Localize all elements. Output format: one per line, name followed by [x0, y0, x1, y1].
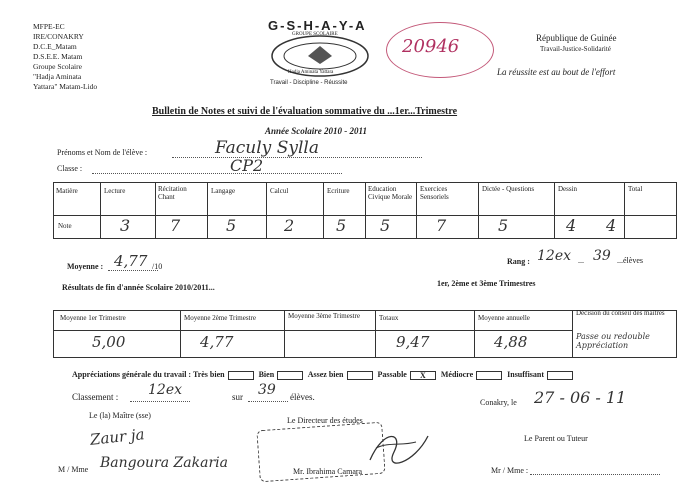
- moyenne-dotline: [108, 270, 158, 271]
- results-header: Totaux: [379, 314, 399, 322]
- student-name: Faculy Sylla: [215, 138, 319, 158]
- appreciation-option: Bien: [258, 370, 275, 379]
- logo-title: G-S-H-A-Y-A: [268, 18, 367, 33]
- logo-ring-text-2: Hadja Aminata Yattara: [288, 70, 334, 75]
- moyenne-unit: /10: [152, 262, 163, 271]
- director-signature-icon: [364, 424, 434, 470]
- class-label: Classe :: [57, 164, 83, 173]
- header-left-line: Yattara" Matam-Lido: [33, 82, 98, 91]
- school-year: Année Scolaire 2010 - 2011: [265, 126, 368, 136]
- logo-ring-text: GROUPE SCOLAIRE: [292, 32, 338, 37]
- moyenne-value: 4,77: [114, 252, 148, 270]
- parent-label: Le Parent ou Tuteur: [524, 434, 588, 443]
- rang-value: 12ex: [537, 248, 571, 264]
- checkbox-tres-bien[interactable]: [228, 371, 254, 380]
- note-value: 5: [226, 216, 237, 235]
- subject-header: Dessin: [558, 185, 578, 193]
- results-header: Décision du conseil des maîtres: [576, 309, 665, 317]
- classement-dotline: [130, 401, 190, 402]
- checkmark: X: [419, 370, 426, 380]
- classement-sur: sur: [232, 392, 243, 402]
- director-name: Mr. Ibrahima Camara: [293, 467, 363, 476]
- results-col-line: [284, 310, 285, 358]
- subject-header: Lecture: [104, 187, 126, 195]
- rang-total: 39: [593, 248, 611, 264]
- subject-header: Langage: [211, 187, 236, 195]
- results-value: 9,47: [396, 333, 430, 351]
- subject-header: Exercices Sensoriels: [420, 185, 449, 201]
- grades-col-line: [478, 182, 479, 239]
- note-value: 5: [336, 216, 347, 235]
- subject-header: Education Civique Morale: [368, 185, 413, 201]
- grades-col-line: [100, 182, 101, 239]
- stamp-number: 20946: [402, 36, 460, 57]
- note-value: 7: [170, 216, 181, 235]
- results-table-divider: [53, 330, 573, 331]
- results-decision: Passe ou redouble Appréciation: [576, 332, 650, 350]
- parent-dotline: [530, 474, 660, 475]
- note-value: 5: [380, 216, 391, 235]
- checkbox-passable[interactable]: [410, 371, 436, 380]
- grades-col-line: [323, 182, 324, 239]
- place-label: Conakry, le: [480, 398, 517, 407]
- results-value: 4,77: [200, 333, 234, 351]
- classement-unit: élèves.: [290, 392, 315, 402]
- moyenne-label: Moyenne :: [67, 262, 104, 271]
- note-value: 3: [120, 216, 131, 235]
- results-col-line: [375, 310, 376, 358]
- teacher-name-label: M / Mme: [58, 465, 89, 474]
- checkbox-assez-bien[interactable]: [347, 371, 373, 380]
- note-value: 4: [566, 216, 577, 235]
- classement-value: 12ex: [148, 382, 182, 398]
- grades-col-line: [416, 182, 417, 239]
- note-value: 2: [284, 216, 295, 235]
- results-value: 4,88: [494, 333, 528, 351]
- note-label: Note: [58, 222, 72, 230]
- logo-emblem-icon: [268, 32, 372, 84]
- appreciation-label: Appréciations générale du travail : Très bien: [72, 370, 225, 379]
- results-label: Résultats de fin d'année Scolaire 2010/2011...: [62, 283, 215, 292]
- results-header: Moyenne 3ème Trimestre: [288, 312, 360, 320]
- header-left-line: D.S.E.E. Matam: [33, 52, 83, 61]
- note-value: 5: [498, 216, 509, 235]
- date-value: 27 - 06 - 11: [534, 388, 627, 407]
- appreciation-option: Insuffisant: [507, 370, 545, 379]
- checkbox-bien[interactable]: [277, 371, 303, 380]
- results-header: Moyenne 1er Trimestre: [60, 314, 126, 322]
- teacher-label: Le (la) Maître (sse): [89, 411, 151, 420]
- appreciation-row: [72, 370, 576, 380]
- class-dotline: [92, 173, 342, 174]
- teacher-name: Bangoura Zakaria: [100, 455, 228, 471]
- results-col-line: [180, 310, 181, 358]
- logo-motto: Travail - Discipline - Réussite: [270, 80, 348, 86]
- grades-col-line: [155, 182, 156, 239]
- classement-label: Classement :: [72, 392, 119, 402]
- results-col-line: [474, 310, 475, 358]
- header-left-line: MFPE-EC: [33, 22, 65, 31]
- header-left-block: [33, 22, 97, 92]
- rang-unit: ...élèves: [617, 256, 643, 265]
- grades-col-line: [365, 182, 366, 239]
- grades-col-line: [554, 182, 555, 239]
- director-label: Le Directeur des études: [287, 416, 363, 425]
- appreciation-option: Médiocre: [440, 370, 474, 379]
- subject-header: Dictée - Questions: [482, 185, 535, 193]
- rang-label: Rang :: [507, 257, 530, 266]
- grades-col-line: [266, 182, 267, 239]
- results-col-line: [572, 310, 573, 358]
- rang-separator: ...: [578, 256, 584, 265]
- header-left-line: Groupe Scolaire: [33, 62, 82, 71]
- slogan: La réussite est au bout de l'effort: [497, 67, 616, 77]
- results-value: 5,00: [92, 333, 126, 351]
- school-logo: [262, 18, 382, 90]
- header-left-line: IRE/CONAKRY: [33, 32, 84, 41]
- classement-dotline-2: [248, 401, 288, 402]
- results-header: Moyenne 2ème Trimestre: [184, 314, 256, 322]
- parent-name-label: Mr / Mme :: [491, 466, 529, 475]
- student-label: Prénoms et Nom de l'élève :: [57, 148, 148, 157]
- note-value: 4: [606, 216, 617, 235]
- subject-header: Calcul: [270, 187, 289, 195]
- trimestres-label: 1er, 2ème et 3ème Trimestres: [437, 279, 536, 288]
- header-left-line: D.C.E_Matam: [33, 42, 77, 51]
- subject-header: Matière: [56, 187, 78, 195]
- checkbox-insuffisant[interactable]: [547, 371, 573, 380]
- teacher-signature: Zaur ja: [89, 425, 146, 449]
- subject-header: Ecriture: [327, 187, 350, 195]
- republic-label: République de Guinée: [536, 33, 617, 43]
- checkbox-mediocre[interactable]: [476, 371, 502, 380]
- appreciation-option: Passable: [377, 370, 407, 379]
- appreciation-option: Assez bien: [307, 370, 344, 379]
- header-left-line: "Hadja Aminata: [33, 72, 82, 81]
- class-value: CP2: [230, 156, 264, 175]
- grades-col-line: [207, 182, 208, 239]
- results-header: Moyenne annuelle: [478, 314, 530, 322]
- republic-motto: Travail-Justice-Solidarité: [540, 45, 611, 53]
- bulletin-title: Bulletin de Notes et suivi de l'évaluation sommative du ...1er...Trimestre: [152, 106, 458, 117]
- grades-col-line: [624, 182, 625, 239]
- subject-header: Récitation Chant: [158, 185, 187, 201]
- note-value: 7: [436, 216, 447, 235]
- classement-total: 39: [258, 382, 276, 398]
- subject-header: Total: [628, 185, 643, 193]
